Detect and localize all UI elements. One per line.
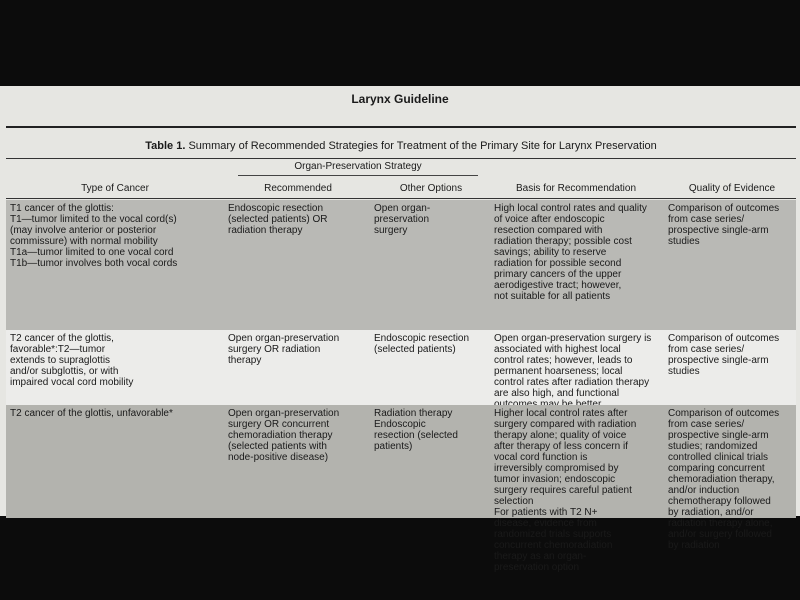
cell-type: T2 cancer of the glottis, favorable*:T2—tumor extends to supraglottis and/or subglottis, or with impaired vocal cord mobility: [10, 333, 134, 388]
cell-basis: High local control rates and quality of voice after endoscopic resection compared with radiation therapy; possible cost savings; ability to reserve radiation for possible second primary cancers of the upper aerodigestive tract; however, not suitable for all patients: [494, 203, 647, 302]
cell-basis: Open organ-preservation surgery is associated with highest local control rates; however, leads to permanent hoarseness; local control rates after radiation therapy are also high, and functional: [494, 333, 652, 399]
cell-basis: Higher local control rates after surgery compared with radiation therapy alone; quality of voice after therapy of less concern if vocal cord function is irreversibly compromised by tumor invasion; endoscopic surgery requires careful patient selection For patients with T2 N+ disease, evidence from randomized trials supports concurrent chemoradiation therapy as an organ- preservation option: [494, 408, 637, 573]
col-header-type: Type of Cancer: [81, 183, 149, 194]
table-caption-text: Summary of Recommended Strategies for Treatment of the Primary Site for Larynx Preservation: [188, 140, 657, 152]
cell-other: Endoscopic resection (selected patients): [374, 333, 470, 355]
cell-recommended: Open organ-preservation surgery OR concurrent chemoradiation therapy (selected patients with node-positive disease): [228, 408, 340, 463]
cell-recommended: Open organ-preservation surgery OR radiation therapy: [228, 333, 340, 366]
group-header-rule: [238, 175, 478, 176]
cell-other: Open organ- preservation surgery: [374, 203, 431, 236]
cell-other: Radiation therapy Endoscopic resection (selected patients): [374, 408, 458, 452]
col-header-basis: Basis for Recommendation: [515, 183, 637, 194]
table-row: [6, 200, 796, 330]
table-caption-label: Table 1.: [145, 140, 186, 152]
cell-type: T2 cancer of the glottis, unfavorable*: [10, 408, 173, 419]
table-row: [6, 405, 796, 573]
cell-evidence: Comparison of outcomes from case series/ prospective single-arm studies: [668, 203, 780, 247]
page-title: Larynx Guideline: [351, 92, 449, 106]
caption-rule: [6, 158, 796, 159]
document-page: [0, 86, 800, 573]
col-header-recommended: Recommended: [264, 183, 332, 194]
col-header-other: Other Options: [399, 183, 463, 194]
table-row: [6, 330, 796, 405]
cell-evidence: Comparison of outcomes from case series/ prospective single-arm studies; randomized controlled clinical trials comparing concurrent chemoradiation therapy, and/or induction chemotherapy followed by radiation, and/or radiation therapy alone, and/or surgery followed by radiation: [668, 408, 780, 551]
table-caption: [6, 140, 796, 152]
guideline-table: [6, 126, 796, 573]
cell-recommended: Endoscopic resection (selected patients) OR radiation therapy: [228, 203, 328, 236]
group-header: Organ-Preservation Strategy: [294, 161, 422, 172]
cell-evidence: Comparison of outcomes from case series/ prospective single-arm studies: [668, 333, 780, 377]
col-header-evidence: Quality of Evidence: [688, 183, 776, 194]
header-rule: [6, 198, 796, 199]
cell-type: T1 cancer of the glottis: T1—tumor limited to the vocal cord(s) (may involve anterior or posterior commissure) with normal mobility T1a—tumor limited to one vocal cord T1b—tumor involves both vocal cords: [10, 203, 178, 269]
